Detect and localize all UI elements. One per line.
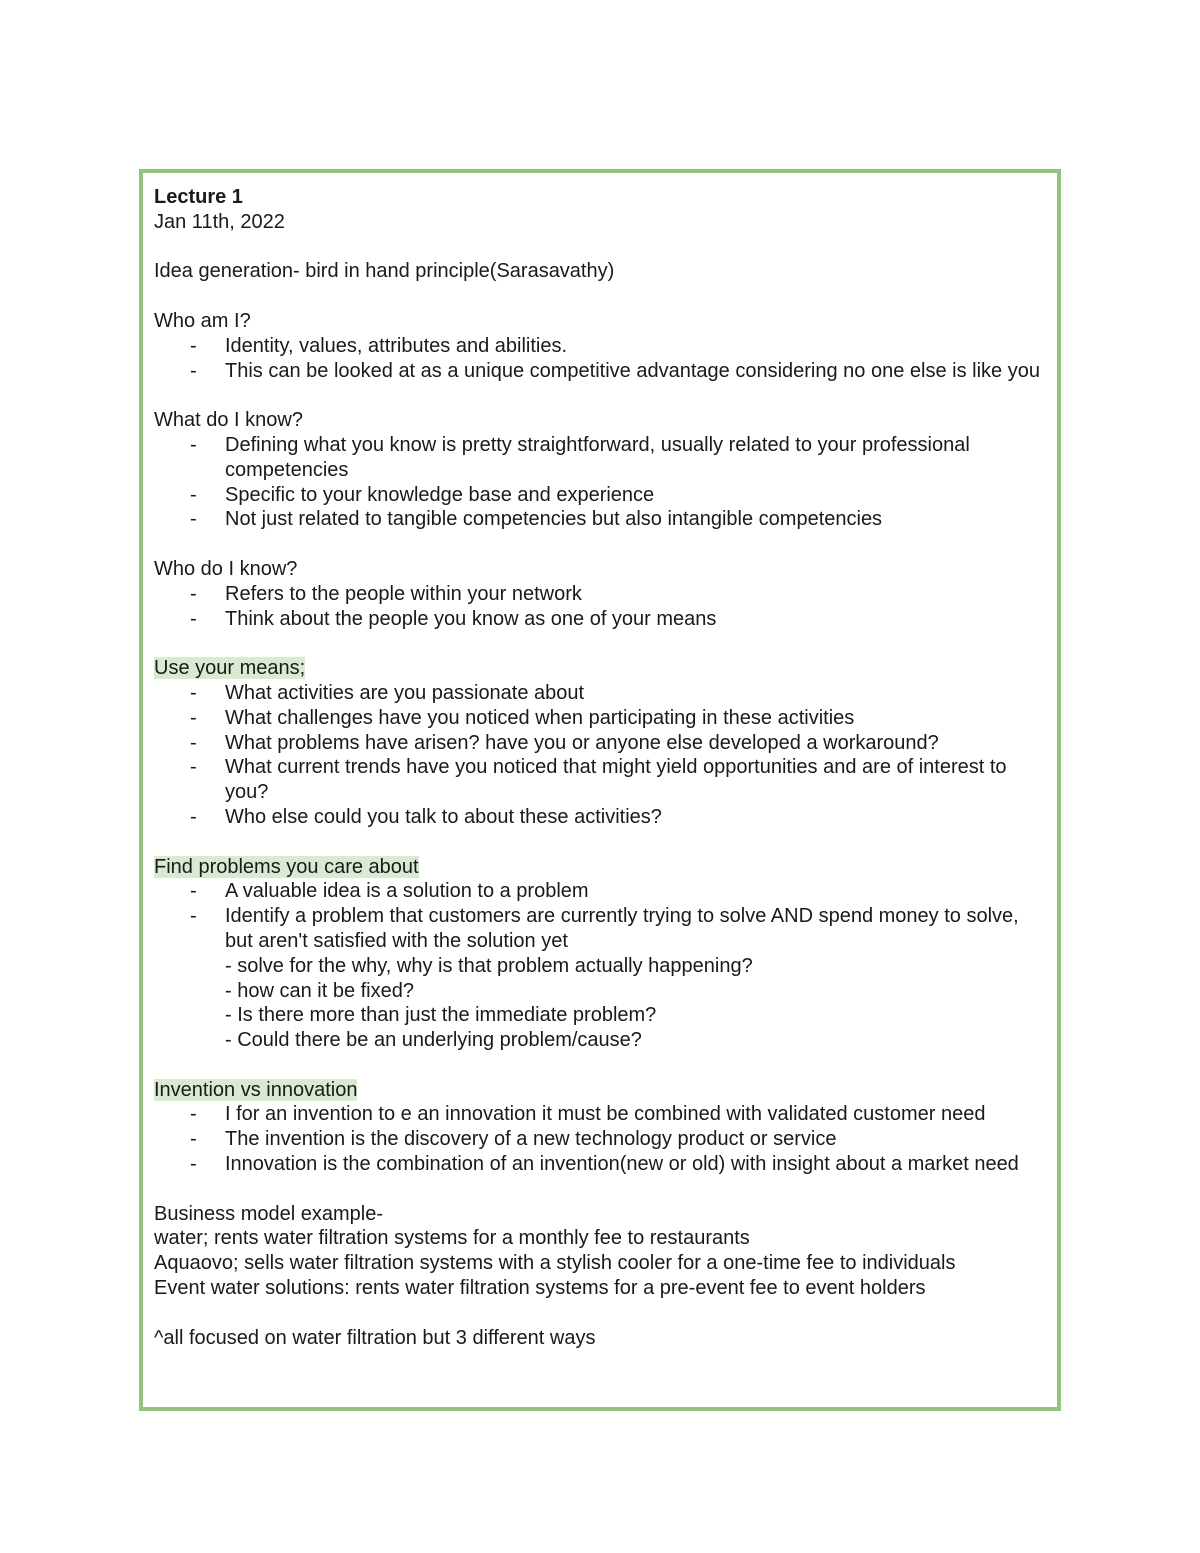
notes-frame — [139, 169, 1061, 1411]
business-model-heading: Business model example- — [154, 1202, 383, 1225]
sub-list-item: - solve for the why, why is that problem actually happening? — [225, 954, 753, 977]
spacer — [154, 383, 1049, 408]
business-model-line: Aquaovo; sells water filtration systems with a stylish cooler for a one-time fee to individuals — [154, 1252, 956, 1275]
find-problems-heading — [154, 855, 1049, 880]
list-item: - Identity, values, attributes and abilities. — [154, 334, 1049, 359]
list-item: - Specific to your knowledge base and experience — [154, 483, 1049, 508]
notes-content — [154, 185, 1049, 1350]
spacer — [154, 830, 1049, 855]
invention-list — [154, 1102, 1049, 1176]
spacer — [154, 235, 1049, 260]
sub-list-item: - how can it be fixed? — [225, 979, 414, 1002]
spacer — [154, 1301, 1049, 1326]
highlighted-heading: Find problems you care about — [154, 855, 419, 878]
who-do-i-know-heading: Who do I know? — [154, 557, 298, 580]
intro-line: Idea generation- bird in hand principle(Sarasavathy) — [154, 260, 615, 283]
list-item: - What current trends have you noticed that might yield opportunities and are of interest to you? — [154, 755, 1049, 805]
highlighted-heading: Use your means; — [154, 657, 306, 680]
what-do-i-know-list — [154, 433, 1049, 532]
list-item: - What problems have arisen? have you or anyone else developed a workaround? — [154, 731, 1049, 756]
business-model-footnote: ^all focused on water filtration but 3 different ways — [154, 1326, 596, 1349]
business-model-line: Event water solutions: rents water filtration systems for a pre-event fee to event holders — [154, 1277, 926, 1300]
sub-list-item: - Could there be an underlying problem/cause? — [225, 1029, 642, 1052]
list-item: - A valuable idea is a solution to a problem — [154, 879, 1049, 904]
sub-list-item: - Is there more than just the immediate problem? — [225, 1004, 657, 1027]
spacer — [154, 1177, 1049, 1202]
business-model-line: water; rents water filtration systems for a monthly fee to restaurants — [154, 1227, 750, 1250]
use-your-means-list — [154, 681, 1049, 830]
what-do-i-know-heading: What do I know? — [154, 409, 303, 432]
find-problems-list — [154, 879, 1049, 953]
list-item: - This can be looked at as a unique competitive advantage considering no one else is like you — [154, 359, 1049, 384]
list-item: - Think about the people you know as one of your means — [154, 607, 1049, 632]
list-item: - What activities are you passionate about — [154, 681, 1049, 706]
list-item: - What challenges have you noticed when participating in these activities — [154, 706, 1049, 731]
list-item: - Not just related to tangible competencies but also intangible competencies — [154, 507, 1049, 532]
who-do-i-know-list — [154, 582, 1049, 632]
who-am-i-list — [154, 334, 1049, 384]
list-item: - Who else could you talk to about these activities? — [154, 805, 1049, 830]
list-item: - I for an invention to e an innovation it must be combined with validated customer need — [154, 1102, 1049, 1127]
use-your-means-heading — [154, 656, 1049, 681]
highlighted-heading: Invention vs innovation — [154, 1078, 358, 1101]
spacer — [154, 532, 1049, 557]
spacer — [154, 1053, 1049, 1078]
invention-heading — [154, 1078, 1049, 1103]
who-am-i-heading: Who am I? — [154, 309, 251, 332]
list-item: - The invention is the discovery of a new technology product or service — [154, 1127, 1049, 1152]
lecture-date: Jan 11th, 2022 — [154, 210, 285, 233]
spacer — [154, 631, 1049, 656]
spacer — [154, 284, 1049, 309]
lecture-title: Lecture 1 — [154, 186, 243, 208]
list-item: - Identify a problem that customers are currently trying to solve AND spend money to solve, but aren't satisfied with the solution yet — [154, 904, 1049, 954]
list-item: - Defining what you know is pretty straightforward, usually related to your professional competencies — [154, 433, 1049, 483]
list-item: - Innovation is the combination of an invention(new or old) with insight about a market need — [154, 1152, 1049, 1177]
list-item: - Refers to the people within your network — [154, 582, 1049, 607]
